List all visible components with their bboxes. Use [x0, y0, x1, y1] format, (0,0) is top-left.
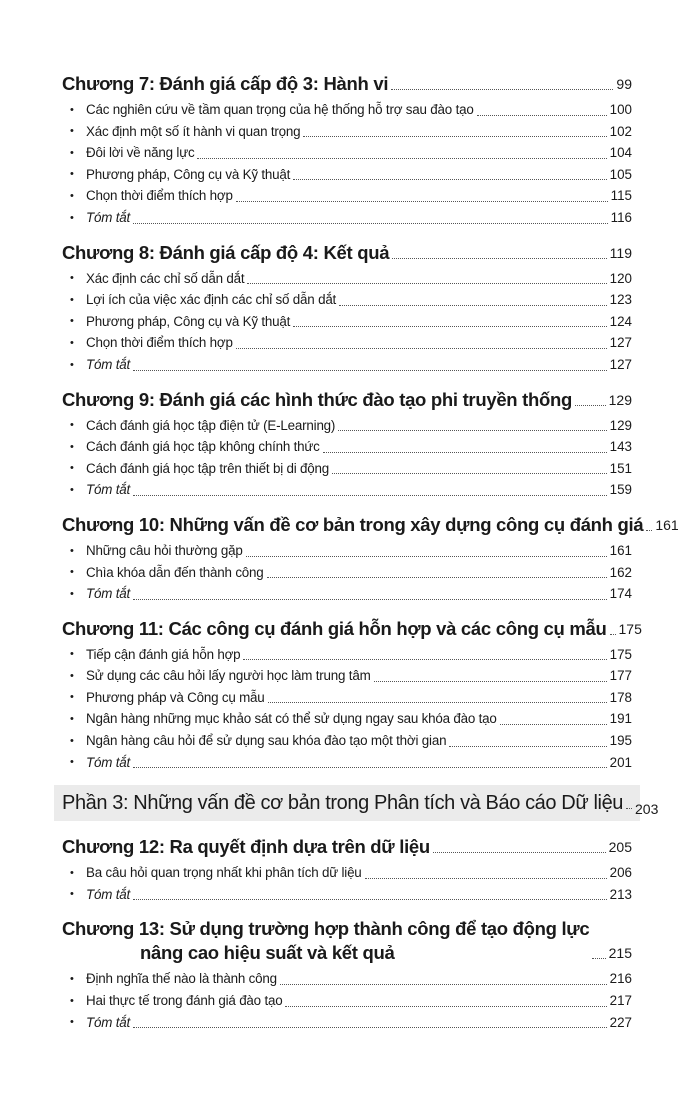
bullet-icon: •: [70, 440, 74, 453]
dot-leader: [133, 767, 607, 768]
chapter-title: Chương 12: Ra quyết định dựa trên dữ liệu: [62, 836, 430, 858]
dot-leader: [236, 201, 608, 202]
dot-leader: [500, 724, 607, 725]
chapter-12: [62, 835, 632, 905]
page-number: 120: [609, 270, 632, 286]
toc-entry[interactable]: [62, 540, 632, 562]
chapter-title: Chương 7: Đánh giá cấp độ 3: Hành vi: [62, 73, 389, 94]
dot-leader: [610, 634, 616, 635]
page-number: 159: [609, 482, 632, 498]
page-number: 129: [608, 391, 632, 408]
dot-leader: [332, 473, 607, 474]
chapter-heading[interactable]: [62, 388, 632, 412]
dot-leader: [323, 452, 607, 453]
entry-label: Hai thực tế trong đánh giá đào tạo: [86, 993, 283, 1009]
entry-label: Phương pháp và Công cụ mẫu: [86, 689, 265, 705]
dot-leader: [391, 89, 613, 90]
bullet-icon: •: [70, 315, 74, 328]
entry-label: Tóm tắt: [86, 886, 130, 902]
entry-label: Chọn thời điểm thích hợp: [86, 188, 233, 204]
page-number: 191: [609, 711, 632, 727]
dot-leader: [133, 899, 607, 900]
page-number: 119: [609, 244, 632, 261]
entry-label: Phương pháp, Công cụ và Kỹ thuật: [86, 166, 291, 182]
bullet-icon: •: [70, 713, 74, 726]
bullet-icon: •: [70, 336, 74, 349]
toc-entry[interactable]: [62, 752, 632, 774]
entry-label: Chọn thời điểm thích hợp: [86, 335, 233, 351]
chapter-title-line-1: Chương 13: Sử dụng trường hợp thành công để tạo động lực: [62, 918, 590, 940]
dot-leader: [646, 530, 652, 531]
bullet-icon: •: [70, 888, 74, 901]
bullet-icon: •: [70, 756, 74, 769]
chapter-heading[interactable]: [62, 72, 632, 96]
toc-entry[interactable]: [62, 687, 632, 709]
bullet-icon: •: [70, 648, 74, 661]
toc-entry[interactable]: [62, 479, 632, 501]
page-number: 123: [609, 292, 632, 308]
dot-leader: [592, 958, 605, 959]
entry-label: Sử dụng các câu hỏi lấy người học làm trung tâm: [86, 668, 371, 684]
entry-label: Chìa khóa dẫn đến thành công: [86, 564, 264, 580]
chapter-10: [62, 513, 679, 605]
chapter-heading[interactable]: [62, 513, 679, 537]
page-number: 162: [609, 564, 632, 580]
chapter-title-line-2: nâng cao hiệu suất và kết quả: [140, 942, 395, 964]
toc-entry[interactable]: [62, 99, 632, 121]
chapter-11: [62, 617, 642, 774]
toc-entry[interactable]: [62, 968, 632, 990]
dot-leader: [626, 808, 632, 809]
page-number: 161: [609, 542, 632, 558]
dot-leader: [267, 577, 607, 578]
dot-leader: [247, 283, 606, 284]
bullet-icon: •: [70, 566, 74, 579]
bullet-icon: •: [70, 211, 74, 224]
dot-leader: [392, 258, 606, 259]
toc-entry[interactable]: [62, 665, 632, 687]
dot-leader: [575, 405, 606, 406]
bullet-icon: •: [70, 103, 74, 116]
entry-label: Tóm tắt: [86, 1014, 130, 1030]
page-number: 102: [609, 123, 632, 139]
toc-entry[interactable]: [62, 142, 632, 164]
chapter-heading[interactable]: [62, 617, 642, 641]
chapter-heading[interactable]: [62, 917, 632, 965]
dot-leader: [133, 370, 607, 371]
bullet-icon: •: [70, 691, 74, 704]
bullet-icon: •: [70, 419, 74, 432]
page-number: 195: [609, 733, 632, 749]
toc-entry[interactable]: [62, 436, 632, 458]
toc-entry[interactable]: [62, 862, 632, 884]
bullet-icon: •: [70, 483, 74, 496]
dot-leader: [285, 1006, 606, 1007]
entry-label: Đôi lời về năng lực: [86, 145, 195, 161]
dot-leader: [133, 495, 607, 496]
page-number: 178: [609, 689, 632, 705]
toc-entry[interactable]: [62, 207, 632, 229]
page-number: 127: [609, 356, 632, 372]
chapter-title: Chương 10: Những vấn đề cơ bản trong xây dựng công cụ đánh giá: [62, 513, 644, 535]
toc-entry[interactable]: [62, 884, 632, 906]
chapter-7: [62, 72, 632, 229]
chapter-8: [62, 241, 632, 376]
bullet-icon: •: [70, 866, 74, 879]
page-number: 201: [609, 754, 632, 770]
bullet-icon: •: [70, 669, 74, 682]
toc-entry[interactable]: [62, 990, 632, 1012]
entry-label: Phương pháp, Công cụ và Kỹ thuật: [86, 313, 291, 329]
page-number: 143: [609, 439, 632, 455]
page-number: 105: [609, 166, 632, 182]
toc-entry[interactable]: [62, 458, 632, 480]
bullet-icon: •: [70, 1016, 74, 1029]
entry-label: Cách đánh giá học tập điện tử (E-Learning): [86, 417, 336, 433]
page-number: 203: [635, 801, 659, 818]
dot-leader: [477, 115, 607, 116]
dot-leader: [339, 305, 607, 306]
bullet-icon: •: [70, 462, 74, 475]
entry-label: Tóm tắt: [86, 586, 130, 602]
page-number: 116: [610, 209, 632, 225]
entry-label: Những câu hỏi thường gặp: [86, 542, 243, 558]
bullet-icon: •: [70, 587, 74, 600]
chapter-heading[interactable]: [62, 835, 632, 859]
toc-entry[interactable]: [62, 708, 632, 730]
bullet-icon: •: [70, 994, 74, 1007]
page-number: 100: [609, 102, 632, 117]
entry-label: Xác định một số ít hành vi quan trọng: [86, 123, 301, 139]
toc-entry[interactable]: [62, 185, 632, 207]
bullet-icon: •: [70, 358, 74, 371]
dot-leader: [268, 702, 607, 703]
entry-label: Tiếp cận đánh giá hỗn hợp: [86, 646, 241, 662]
entry-label: Tóm tắt: [86, 209, 130, 225]
chapter-9: [62, 388, 632, 501]
part-heading[interactable]: [54, 785, 659, 821]
entry-label: Tóm tắt: [86, 356, 130, 372]
page-number: 161: [655, 516, 679, 533]
page-number: 175: [609, 646, 632, 662]
bullet-icon: •: [70, 293, 74, 306]
page-number: 177: [609, 668, 632, 684]
dot-leader: [236, 348, 607, 349]
entry-label: Ngân hàng những mục khảo sát có thể sử dụng ngay sau khóa đào tạo: [86, 711, 497, 727]
dot-leader: [133, 599, 607, 600]
entry-label: Tóm tắt: [86, 754, 130, 770]
table-of-contents: [62, 72, 679, 1045]
dot-leader: [133, 223, 608, 224]
dot-leader: [246, 556, 607, 557]
page-number: 124: [609, 313, 632, 329]
entry-label: Xác định các chỉ số dẫn dắt: [86, 270, 245, 286]
page-number: 213: [609, 886, 632, 902]
toc-entry[interactable]: [62, 415, 632, 437]
page-number: 175: [618, 620, 642, 637]
toc-entry[interactable]: [62, 332, 632, 354]
dot-leader: [243, 659, 606, 660]
dot-leader: [338, 430, 606, 431]
toc-entry[interactable]: [62, 1012, 632, 1034]
bullet-icon: •: [70, 189, 74, 202]
bullet-icon: •: [70, 125, 74, 138]
page-number: 129: [609, 417, 632, 433]
bullet-icon: •: [70, 734, 74, 747]
page-number: 205: [608, 839, 632, 856]
part-title: Phần 3: Những vấn đề cơ bản trong Phân tích và Báo cáo Dữ liệu: [62, 792, 624, 815]
toc-entry[interactable]: [62, 644, 632, 666]
bullet-icon: •: [70, 272, 74, 285]
chapter-title: Chương 9: Đánh giá các hình thức đào tạo phi truyền thống: [62, 388, 573, 410]
toc-entry[interactable]: [62, 164, 632, 186]
bullet-icon: •: [70, 544, 74, 557]
chapter-title: Chương 8: Đánh giá cấp độ 4: Kết quả: [62, 241, 390, 263]
dot-leader: [303, 136, 606, 137]
dot-leader: [449, 746, 606, 747]
toc-entry[interactable]: [62, 289, 632, 311]
entry-label: Ba câu hỏi quan trọng nhất khi phân tích dữ liệu: [86, 865, 362, 881]
entry-label: Cách đánh giá học tập trên thiết bị di động: [86, 460, 330, 476]
dot-leader: [280, 984, 607, 985]
toc-entry[interactable]: [62, 730, 632, 752]
page-number: 174: [609, 586, 632, 602]
page-number: 115: [610, 188, 632, 204]
page-number: 104: [609, 145, 632, 161]
entry-label: Định nghĩa thế nào là thành công: [86, 971, 277, 987]
entry-label: Các nghiên cứu về tầm quan trọng của hệ thống hỗ trợ sau đào tạo: [86, 102, 474, 117]
dot-leader: [374, 681, 607, 682]
toc-entry[interactable]: [62, 311, 632, 333]
page-number: 216: [609, 971, 632, 987]
page-number: 217: [609, 993, 632, 1009]
dot-leader: [133, 1027, 607, 1028]
toc-entry[interactable]: [62, 583, 632, 605]
dot-leader: [293, 179, 607, 180]
chapter-heading[interactable]: [62, 241, 632, 265]
chapter-13: [62, 917, 632, 1033]
dot-leader: [197, 158, 606, 159]
toc-entry[interactable]: [62, 562, 632, 584]
entry-label: Cách đánh giá học tập không chính thức: [86, 439, 320, 455]
bullet-icon: •: [70, 168, 74, 181]
page-number: 127: [609, 335, 632, 351]
dot-leader: [365, 878, 607, 879]
page-number: 151: [609, 460, 632, 476]
entry-label: Lợi ích của việc xác định các chỉ số dẫn dắt: [86, 292, 337, 308]
chapter-title: Chương 11: Các công cụ đánh giá hỗn hợp và các công cụ mẫu: [62, 617, 607, 639]
page-number: 215: [608, 945, 632, 962]
entry-label: Tóm tắt: [86, 482, 130, 498]
page-number: 206: [609, 865, 632, 881]
page-number: 99: [616, 76, 632, 92]
dot-leader: [433, 852, 606, 853]
bullet-icon: •: [70, 973, 74, 986]
bullet-icon: •: [70, 146, 74, 159]
page-number: 227: [609, 1014, 632, 1030]
entry-label: Ngân hàng câu hỏi để sử dụng sau khóa đào tạo một thời gian: [86, 733, 447, 749]
toc-entry[interactable]: [62, 121, 632, 143]
toc-entry[interactable]: [62, 268, 632, 290]
chapter-title: [62, 917, 589, 965]
dot-leader: [293, 326, 607, 327]
toc-entry[interactable]: [62, 354, 632, 376]
